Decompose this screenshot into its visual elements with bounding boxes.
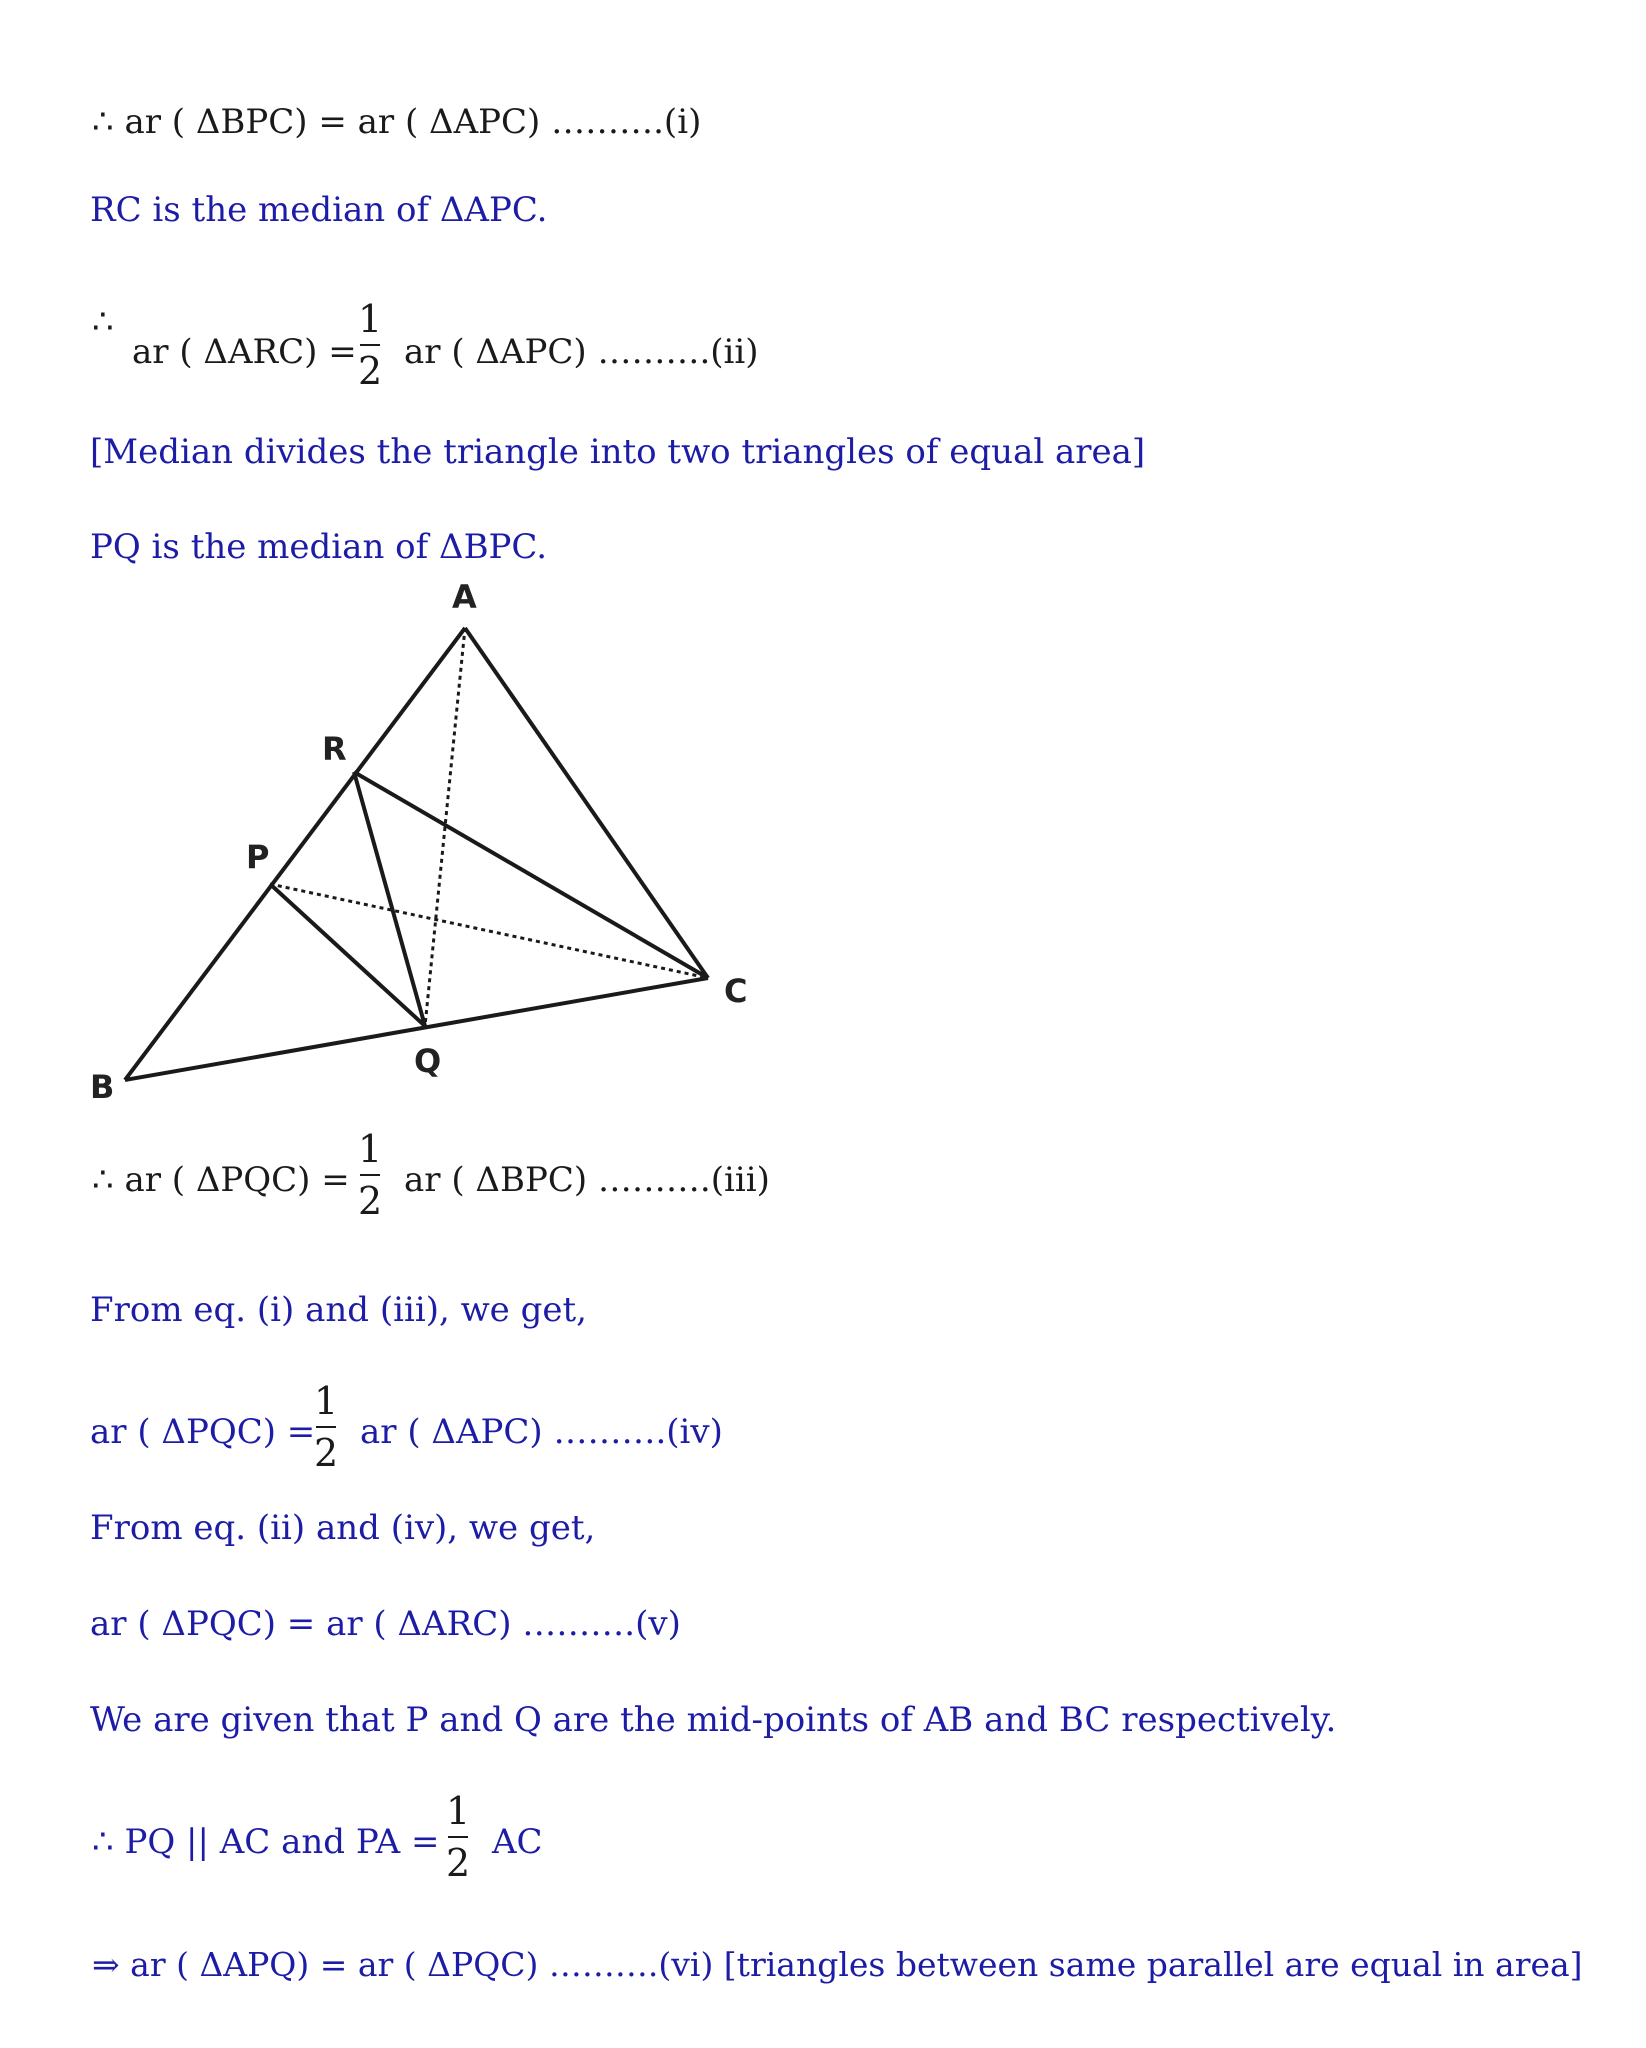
side-ab xyxy=(125,628,465,1080)
label-c: C xyxy=(724,972,748,1010)
fraction-half xyxy=(446,1788,470,1886)
fraction-bar xyxy=(360,1174,380,1176)
pq-median-statement: PQ is the median of ΔBPC. xyxy=(90,527,548,567)
parallel-statement-left: ∴ PQ || AC and PA = xyxy=(92,1822,440,1862)
fraction-denominator: 2 xyxy=(358,1179,383,1223)
eq-3-right: ar ( ΔBPC) ……….(iii) xyxy=(404,1160,770,1200)
therefore-symbol: ∴ xyxy=(92,302,114,342)
fraction-numerator: 1 xyxy=(446,1789,471,1833)
label-a: A xyxy=(452,578,477,616)
eq-5: ar ( ΔPQC) = ar ( ΔARC) ……….(v) xyxy=(90,1604,681,1644)
fraction-numerator: 1 xyxy=(358,297,383,341)
label-b: B xyxy=(90,1068,115,1106)
fraction-half xyxy=(358,296,382,394)
eq-2-right: ar ( ΔAPC) ……….(ii) xyxy=(404,332,759,372)
eq-4-left: ar ( ΔPQC) = xyxy=(90,1412,316,1452)
fraction-bar xyxy=(448,1836,468,1838)
median-note: [Median divides the triangle into two triangles of equal area] xyxy=(90,432,1146,472)
triangle-diagram xyxy=(80,570,780,1130)
parallel-statement-right: AC xyxy=(492,1822,543,1862)
fraction-denominator: 2 xyxy=(358,349,383,393)
segment-rc xyxy=(354,772,708,978)
label-q: Q xyxy=(414,1042,442,1080)
fraction-half xyxy=(314,1378,338,1476)
fraction-numerator: 1 xyxy=(358,1127,383,1171)
fraction-numerator: 1 xyxy=(314,1379,339,1423)
dotted-aq xyxy=(425,628,465,1026)
segment-pq xyxy=(270,884,425,1026)
given-midpoints: We are given that P and Q are the mid-points of AB and BC respectively. xyxy=(90,1700,1337,1740)
eq-1: ∴ ar ( ΔBPC) = ar ( ΔAPC) ……….(i) xyxy=(92,102,702,142)
eq-3-left: ∴ ar ( ΔPQC) = xyxy=(92,1160,350,1200)
dotted-pc xyxy=(270,884,708,978)
from-eq-i-iii: From eq. (i) and (iii), we get, xyxy=(90,1290,587,1330)
from-eq-ii-iv: From eq. (ii) and (iv), we get, xyxy=(90,1508,596,1548)
label-p: P xyxy=(246,838,270,876)
fraction-denominator: 2 xyxy=(446,1841,471,1885)
fraction-bar xyxy=(360,344,380,346)
fraction-half xyxy=(358,1126,382,1224)
fraction-denominator: 2 xyxy=(314,1431,339,1475)
label-r: R xyxy=(322,730,347,768)
segment-rq xyxy=(354,772,425,1026)
fraction-bar xyxy=(316,1426,336,1428)
rc-median-statement: RC is the median of ΔAPC. xyxy=(90,190,548,230)
side-ac xyxy=(465,628,708,978)
eq-2-left: ar ( ΔARC) = xyxy=(132,332,357,372)
eq-4-right: ar ( ΔAPC) ……….(iv) xyxy=(360,1412,723,1452)
eq-6: ⇒ ar ( ΔAPQ) = ar ( ΔPQC) ……….(vi) [triangles between same parallel are equal in area] xyxy=(92,1945,1583,1984)
